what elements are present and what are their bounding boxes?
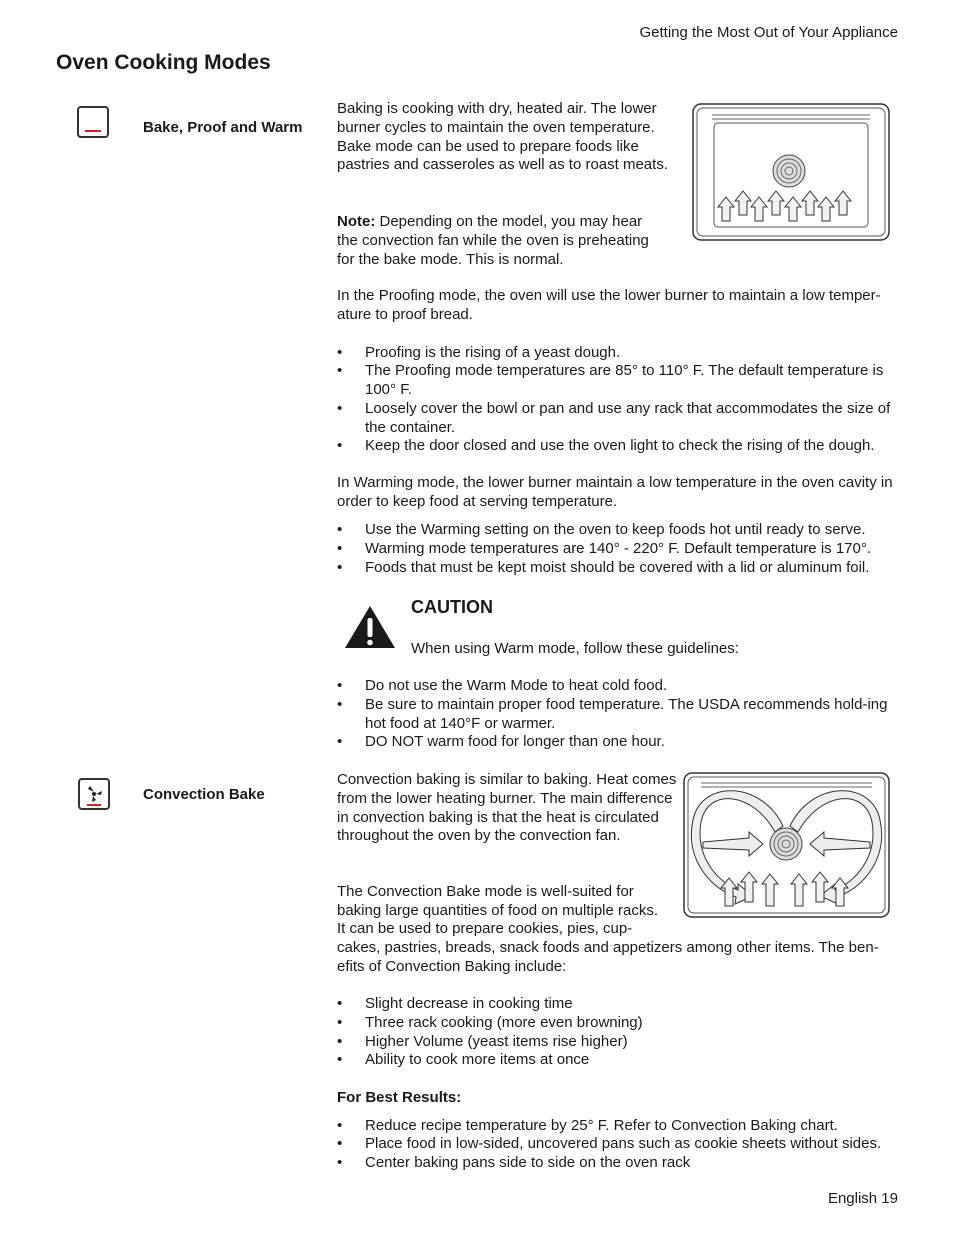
list-item: • Be sure to maintain proper food temperature. The USDA recommends hold-ing hot food at 140°F or warmer.: [337, 696, 888, 732]
best-results-heading: For Best Results:: [337, 1089, 462, 1106]
fan-icon: [773, 155, 805, 187]
list-item: • Proofing is the rising of a yeast dough.: [337, 344, 621, 361]
convection-mode-label: Convection Bake: [143, 786, 265, 803]
fan-icon: [770, 828, 802, 860]
list-item: • DO NOT warm food for longer than one hour.: [337, 733, 665, 750]
caution-text: When using Warm mode, follow these guidelines:: [411, 640, 739, 657]
convection-oven-illustration: [683, 772, 890, 918]
list-item: • Use the Warming setting on the oven to keep foods hot until ready to serve.: [337, 521, 866, 538]
warning-triangle-icon: [343, 604, 397, 650]
convection-p2-line: It can be used to prepare cookies, pies, cup-: [337, 920, 633, 937]
list-item: • Ability to cook more items at once: [337, 1051, 590, 1068]
bake-mode-label: Bake, Proof and Warm: [143, 119, 303, 136]
bake-mode-icon: [77, 106, 109, 138]
note-text: Depending on the model, you may hear the convection fan while the oven is preheating for the bake mode. This is normal.: [337, 213, 649, 268]
warm-intro: In Warming mode, the lower burner maintain a low temperature in the oven cavity in order to keep food at serving temperature.: [337, 474, 893, 510]
list-item: • Three rack cooking (more even browning): [337, 1014, 643, 1031]
list-item: • Foods that must be kept moist should be covered with a lid or aluminum foil.: [337, 559, 870, 576]
convection-mode-icon: [78, 778, 110, 810]
list-item: • Reduce recipe temperature by 25° F. Refer to Convection Baking chart.: [337, 1117, 838, 1134]
list-item: • Slight decrease in cooking time: [337, 995, 573, 1012]
convection-description: Convection baking is similar to baking. Heat comes from the lower heating burner. The main difference in convection baking is that the heat is circulated throughout the oven by the convection fan.: [337, 771, 677, 845]
bake-heat-bar-icon: [79, 108, 107, 136]
convection-p2-line: cakes, pastries, breads, snack foods and appetizers among other items. The ben-: [337, 939, 879, 956]
list-item: • Loosely cover the bowl or pan and use any rack that accommodates the size of the container.: [337, 400, 891, 436]
list-item: • The Proofing mode temperatures are 85° to 110° F. The default temperature is 100° F.: [337, 362, 884, 398]
caution-heading: CAUTION: [411, 597, 493, 617]
proof-intro: In the Proofing mode, the oven will use the lower burner to maintain a low temper-ature to proof bread.: [337, 287, 881, 323]
convection-p2-line: efits of Convection Baking include:: [337, 958, 567, 975]
page-title: Oven Cooking Modes: [56, 51, 271, 74]
bake-note: [337, 213, 667, 269]
list-item: • Keep the door closed and use the oven light to check the rising of the dough.: [337, 437, 875, 454]
convection-fan-icon: [80, 780, 108, 808]
page-footer: English 19: [827, 1190, 898, 1207]
list-item: • Warming mode temperatures are 140° - 220° F. Default temperature is 170°.: [337, 540, 872, 557]
note-label: Note:: [337, 213, 376, 230]
list-item: • Do not use the Warm Mode to heat cold food.: [337, 677, 668, 694]
bake-oven-illustration: [692, 103, 890, 241]
running-header: Getting the Most Out of Your Appliance: [639, 24, 898, 41]
convection-p2-line: The Convection Bake mode is well-suited for: [337, 883, 634, 900]
list-item: • Place food in low-sided, uncovered pans such as cookie sheets without sides.: [337, 1135, 882, 1152]
convection-p2-line: baking large quantities of food on multiple racks.: [337, 902, 659, 919]
list-item: • Center baking pans side to side on the oven rack: [337, 1154, 691, 1171]
bake-description: Baking is cooking with dry, heated air. The lower burner cycles to maintain the oven temperature. Bake mode can be used to prepare foods like pastries and casseroles as well as to roast meats.: [337, 100, 668, 174]
list-item: • Higher Volume (yeast items rise higher): [337, 1033, 628, 1050]
